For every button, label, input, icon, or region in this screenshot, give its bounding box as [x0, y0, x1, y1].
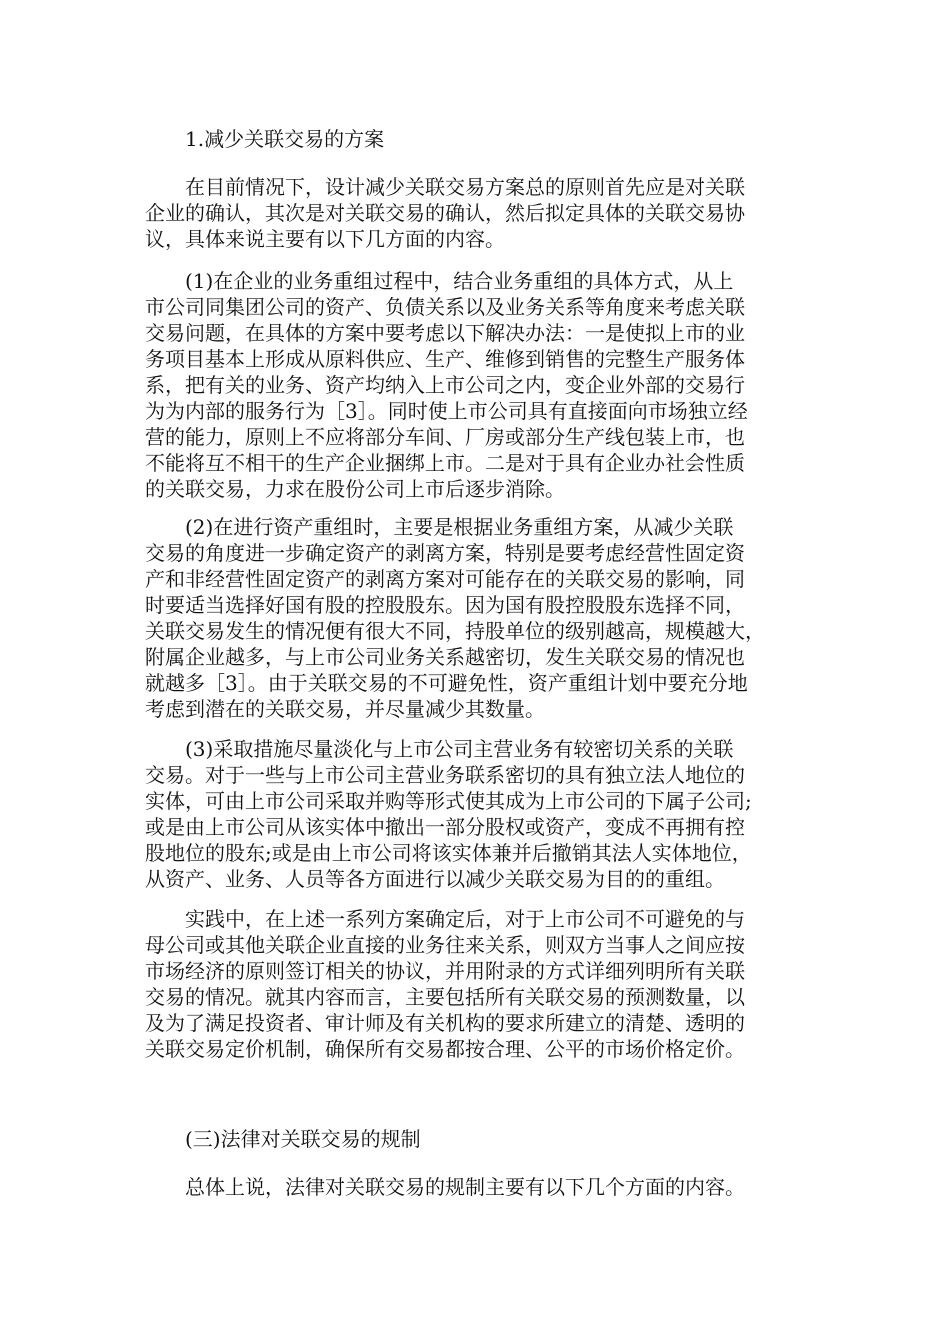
paragraph-line: 附属企业越多，与上市公司业务关系越密切，发生关联交易的情况也 [145, 645, 745, 669]
paragraph-line: 母公司或其他关联企业直接的业务往来关系，则双方当事人之间应按 [145, 933, 745, 957]
paragraph-item-1 [145, 268, 805, 502]
paragraph-line: 及为了满足投资者、审计师及有关机构的要求所建立的清楚、透明的 [145, 1011, 745, 1035]
heading-line: 1.减少关联交易的方案 [185, 127, 385, 151]
section-heading [145, 126, 805, 152]
paragraph-line: 股地位的股东;或是由上市公司将该实体兼并后撤销其法人实体地位， [145, 841, 752, 865]
paragraph-line: 关联交易发生的情况便有很大不同，持股单位的级别越高，规模越大， [145, 619, 765, 643]
paragraph-line: 议，具体来说主要有以下几方面的内容。 [145, 227, 505, 251]
paragraph-line: 时要适当选择好国有股的控股股东。因为国有股控股股东选择不同， [145, 593, 745, 617]
paragraph-line: 交易问题，在具体的方案中要考虑以下解决办法：一是使拟上市的业 [145, 321, 745, 345]
paragraph-line: 考虑到潜在的关联交易，并尽量减少其数量。 [145, 697, 545, 721]
paragraph-line: 营的能力，原则上不应将部分车间、厂房或部分生产线包装上市，也 [145, 425, 745, 449]
heading-line: (三)法律对关联交易的规制 [185, 1127, 421, 1151]
paragraph-line: 交易的情况。就其内容而言，主要包括所有关联交易的预测数量，以 [145, 985, 745, 1009]
paragraph-line: 从资产、业务、人员等各方面进行以减少关联交易为目的的重组。 [145, 867, 725, 891]
paragraph-line: 就越多［3］。由于关联交易的不可避免性，资产重组计划中要充分地 [145, 671, 748, 695]
paragraph-principles [145, 174, 805, 252]
paragraph-line: 在目前情况下，设计减少关联交易方案总的原则首先应是对关联 [185, 175, 745, 199]
paragraph-line: 的关联交易，力求在股份公司上市后逐步消除。 [145, 477, 565, 501]
paragraph-line: 或是由上市公司从该实体中撤出一部分股权或资产，变成不再拥有控 [145, 815, 745, 839]
paragraph-overview [145, 1174, 805, 1200]
paragraph-item-2 [145, 514, 805, 722]
paragraph-line: 关联交易定价机制，确保所有交易都按合理、公平的市场价格定价。 [145, 1037, 745, 1061]
paragraph-line: 交易的角度进一步确定资产的剥离方案，特别是要考虑经营性固定资 [145, 541, 745, 565]
paragraph-line: (2)在进行资产重组时，主要是根据业务重组方案，从减少关联 [185, 515, 734, 539]
paragraph-line: 总体上说，法律对关联交易的规制主要有以下几个方面的内容。 [185, 1175, 745, 1199]
paragraph-line: 产和非经营性固定资产的剥离方案对可能存在的关联交易的影响，同 [145, 567, 745, 591]
paragraph-line: 交易。对于一些与上市公司主营业务联系密切的具有独立法人地位的 [145, 763, 745, 787]
paragraph-line: 实践中，在上述一系列方案确定后，对于上市公司不可避免的与 [185, 907, 745, 931]
paragraph-line: 市场经济的原则签订相关的协议，并用附录的方式详细列明所有关联 [145, 959, 745, 983]
paragraph-line: 企业的确认，其次是对关联交易的确认，然后拟定具体的关联交易协 [145, 201, 745, 225]
paragraph-item-3 [145, 736, 805, 892]
paragraph-line: 实体，可由上市公司采取并购等形式使其成为上市公司的下属子公司; [145, 789, 752, 813]
paragraph-line: 系，把有关的业务、资产均纳入上市公司之内，变企业外部的交易行 [145, 373, 745, 397]
paragraph-line: 市公司同集团公司的资产、负债关系以及业务关系等角度来考虑关联 [145, 295, 745, 319]
paragraph-line: 务项目基本上形成从原料供应、生产、维修到销售的完整生产服务体 [145, 347, 745, 371]
paragraph-line: (1)在企业的业务重组过程中，结合业务重组的具体方式，从上 [185, 269, 734, 293]
paragraph-line: (3)采取措施尽量淡化与上市公司主营业务有较密切关系的关联 [185, 737, 734, 761]
subsection-heading [145, 1126, 805, 1152]
paragraph-line: 不能将互不相干的生产企业捆绑上市。二是对于具有企业办社会性质 [145, 451, 745, 475]
paragraph-practice [145, 906, 805, 1062]
paragraph-line: 为为内部的服务行为［3］。同时使上市公司具有直接面向市场独立经 [145, 399, 748, 423]
